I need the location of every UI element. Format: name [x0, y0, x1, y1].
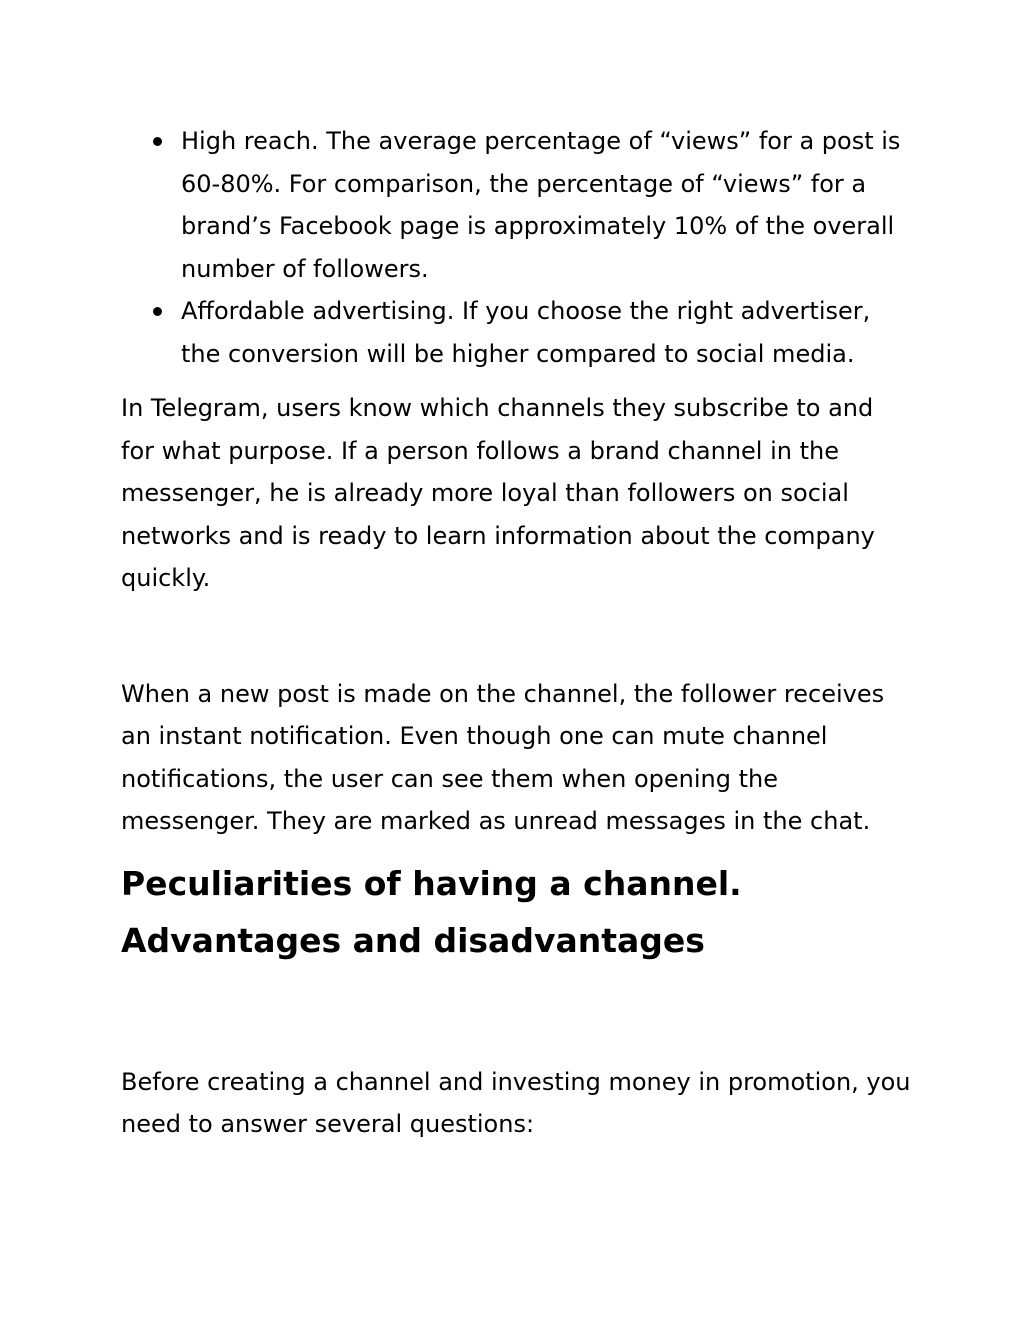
paragraph-notifications: When a new post is made on the channel, the follower receives an instant notification. Even though one can mute channel notifications, the user can see them when opening the messenger. They are marked as unread messages in the chat.: [121, 679, 885, 835]
bullet-text: Affordable advertising. If you choose the right advertiser, the conversion will be higher compared to social media.: [181, 297, 871, 368]
page-content: [121, 120, 911, 1146]
bullet-icon: [153, 307, 162, 316]
bullet-list: [121, 120, 911, 375]
list-item: [181, 290, 911, 375]
paragraph-before-creating: Before creating a channel and investing money in promotion, you need to answer several questions:: [121, 1067, 911, 1138]
bullet-text: High reach. The average percentage of “views” for a post is 60-80%. For comparison, the percentage of “views” for a brand’s Facebook page is approximately 10% of the overall number of followers.: [181, 127, 901, 283]
section-heading: Peculiarities of having a channel. Advantages and disadvantages: [121, 863, 742, 960]
bullet-icon: [153, 137, 162, 146]
paragraph-telegram-users: In Telegram, users know which channels they subscribe to and for what purpose. If a person follows a brand channel in the messenger, he is already more loyal than followers on social networks and is ready to learn information about the company quickly.: [121, 394, 875, 592]
list-item: [181, 120, 911, 290]
